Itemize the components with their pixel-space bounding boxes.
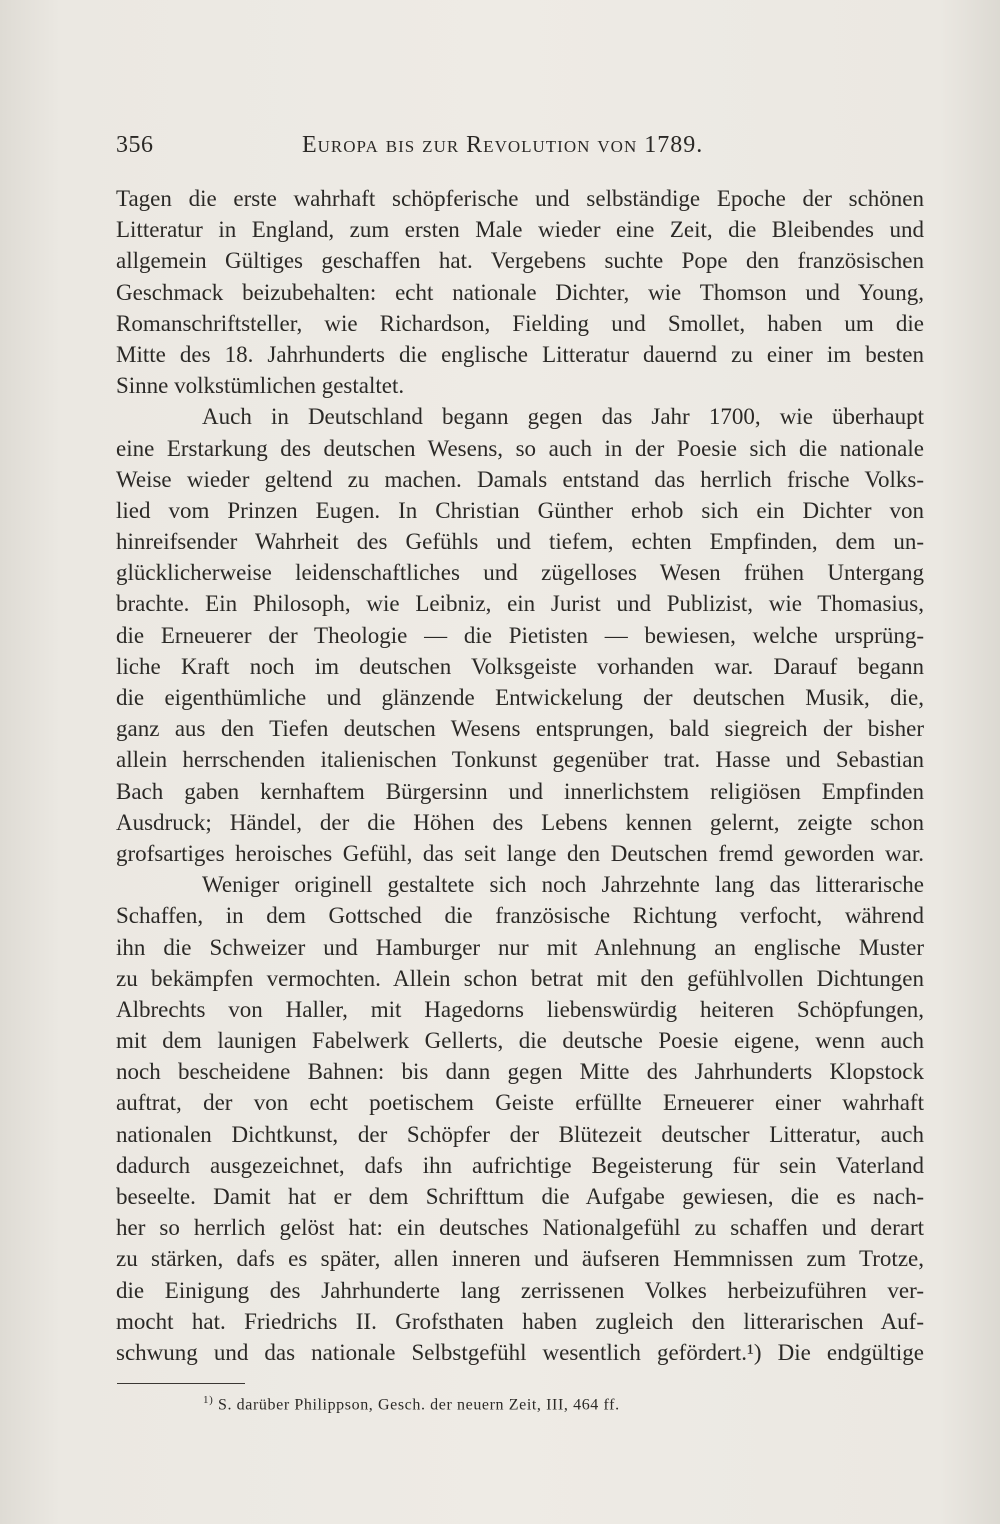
text-line: die eigenthümliche und glänzende Entwickelung der deutschen Musik, die, xyxy=(116,685,924,710)
text-line: Albrechts von Haller, mit Hagedorns liebenswürdig heiteren Schöpfungen, xyxy=(116,996,924,1022)
footnote-divider xyxy=(117,1383,245,1384)
text-line: Litteratur in England, zum ersten Male wieder eine Zeit, die Bleibendes und xyxy=(116,217,924,243)
text-line: die Einigung des Jahrhunderte lang zerrissenen Volkes herbeizuführen ver- xyxy=(116,1277,924,1303)
text-line: dadurch ausgezeichnet, dafs ihn aufrichtige Begeisterung für sein Vaterland xyxy=(116,1152,924,1178)
text-line: mocht hat. Friedrichs II. Grofsthaten haben zugleich den litterarischen Auf- xyxy=(116,1308,924,1334)
text-line: Romanschriftsteller, wie Richardson, Fielding und Smollet, haben um die xyxy=(116,310,924,336)
text-line: zu stärken, dafs es später, allen inneren und äufseren Hemmnissen zum Trotze, xyxy=(116,1246,924,1272)
footnote xyxy=(203,1388,620,1417)
text-line: Bach gaben kernhaftem Bürgersinn und innerlichstem religiösen Empfinden xyxy=(116,778,924,804)
text-line: Mitte des 18. Jahrhunderts die englische Litteratur dauernd zu einer im besten xyxy=(116,341,924,367)
text-line: Schaffen, in dem Gottsched die französische Richtung verfocht, während xyxy=(116,903,924,929)
text-line: grofsartiges heroisches Gefühl, das seit lange den Deutschen fremd geworden war. xyxy=(116,840,924,866)
text-line: Auch in Deutschland begann gegen das Jahr 1700, wie überhaupt xyxy=(202,404,924,430)
page-header xyxy=(116,128,924,162)
text-line: allgemein Gültiges geschaffen hat. Vergebens suchte Pope den französischen xyxy=(116,248,924,274)
text-line: allein herrschenden italienischen Tonkunst gegenüber trat. Hasse und Sebastian xyxy=(116,747,924,773)
text-line: liche Kraft noch im deutschen Volksgeiste vorhanden war. Darauf begann xyxy=(116,653,924,679)
text-line: eine Erstarkung des deutschen Wesens, so auch in der Poesie sich die nationale xyxy=(116,435,924,461)
text-line: nationalen Dichtkunst, der Schöpfer der Blütezeit deutscher Litteratur, auch xyxy=(116,1121,924,1147)
text-line: Ausdruck; Händel, der die Höhen des Lebens kennen gelernt, zeigte schon xyxy=(116,809,924,835)
text-line: Geschmack beizubehalten: echt nationale Dichter, wie Thomson und Young, xyxy=(116,279,924,305)
text-line: ihn die Schweizer und Hamburger nur mit Anlehnung an englische Muster xyxy=(116,934,924,960)
text-line: Weise wieder geltend zu machen. Damals entstand das herrlich frische Volks- xyxy=(116,466,924,492)
text-line: her so herrlich gelöst hat: ein deutsches Nationalgefühl zu schaffen und derart xyxy=(116,1215,924,1241)
footnote-text: S. darüber Philippson, Gesch. der neuern Zeit, III, 464 ff. xyxy=(217,1396,620,1414)
text-line: zu bekämpfen vermochten. Allein schon betrat mit den gefühlvollen Dichtungen xyxy=(116,965,924,991)
footnote-marker: 1) xyxy=(203,1394,214,1406)
text-line: brachte. Ein Philosoph, wie Leibniz, ein Jurist und Publizist, wie Thomasius, xyxy=(116,591,924,617)
text-line: die Erneuerer der Theologie — die Pietisten — bewiesen, welche ursprüng- xyxy=(116,622,924,648)
running-title: Europa bis zur Revolution von 1789. xyxy=(302,132,704,158)
text-line: lied vom Prinzen Eugen. In Christian Günther erhob sich ein Dichter von xyxy=(116,497,924,523)
text-line: hinreifsender Wahrheit des Gefühls und tiefem, echten Empfinden, dem un- xyxy=(116,529,924,555)
body-text xyxy=(116,183,924,1368)
text-line: auftrat, der von echt poetischem Geiste erfüllte Erneuerer einer wahrhaft xyxy=(116,1090,924,1116)
text-line: Sinne volkstümlichen gestaltet. xyxy=(116,373,405,399)
page-number: 356 xyxy=(116,132,154,158)
text-line: Tagen die erste wahrhaft schöpferische und selbständige Epoche der schönen xyxy=(116,186,924,211)
text-line: schwung und das nationale Selbstgefühl wesentlich gefördert.¹) Die endgültige xyxy=(116,1339,924,1365)
text-line: beseelte. Damit hat er dem Schrifttum die Aufgabe gewiesen, die es nach- xyxy=(116,1184,924,1209)
text-line: noch bescheidene Bahnen: bis dann gegen Mitte des Jahrhunderts Klopstock xyxy=(116,1059,924,1085)
text-line: glücklicherweise leidenschaftliches und zügelloses Wesen frühen Untergang xyxy=(116,560,924,586)
text-line: mit dem launigen Fabelwerk Gellerts, die deutsche Poesie eigene, wenn auch xyxy=(116,1028,924,1054)
text-line: Weniger originell gestaltete sich noch Jahrzehnte lang das litterarische xyxy=(202,872,924,898)
text-line: ganz aus den Tiefen deutschen Wesens entsprungen, bald siegreich der bisher xyxy=(116,716,924,742)
